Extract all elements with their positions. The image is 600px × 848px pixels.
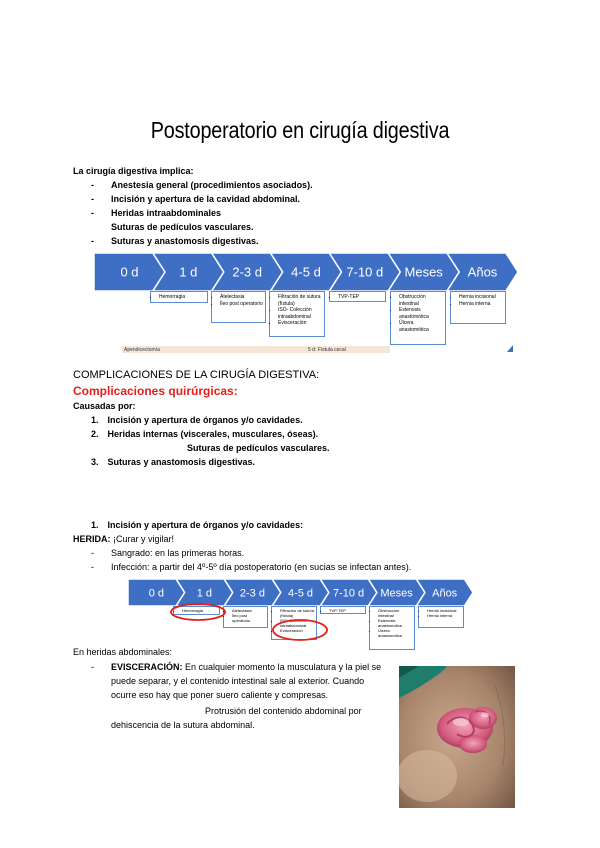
timeline-box: • Obstrucción intestinal • Estenosis anastomótica • Úlcera anastomótica: [390, 291, 446, 345]
complications-section: [73, 369, 553, 469]
herida-bullet: - Infección: a partir del 4º-5º día postoperatorio (en sucias se infectan antes).: [91, 560, 553, 574]
timeline-stage-label: Meses: [404, 264, 443, 280]
intro-item: - Heridas intraabdominales: [91, 206, 543, 220]
highlight-annotations: [128, 579, 473, 655]
intro-indent: Suturas de pedículos vasculares.: [111, 222, 254, 232]
evisceration-photo: [399, 666, 515, 808]
herida-bullet: - Sangrado: en las primeras horas.: [91, 546, 553, 560]
timeline-stage-label: Años: [467, 264, 498, 280]
evisceration-text: En cualquier momento la musculatura y la piel se puede separar, y el contenido intestinal sale al exterior. Cuando ocurre eso hay que poner suero caliente y compresas.: [111, 662, 382, 700]
intro-lead: La cirugía digestiva implica:: [73, 166, 194, 176]
complication-item: 2. Heridas internas (viscerales, musculares, óseas).: [91, 429, 319, 439]
highlight-circle-hemorragia: [171, 604, 225, 620]
timeline-stage-label: 7-10 d: [332, 587, 365, 600]
intro-section: [73, 164, 543, 248]
complications-heading: COMPLICACIONES DE LA CIRUGÍA DIGESTIVA:: [73, 369, 320, 381]
timeline-stage-label: 0 d: [120, 264, 139, 280]
protrusion-text: Protrusión del contenido abdominal por dehiscencia de la sutura abdominal.: [111, 706, 362, 730]
caused-by: Causadas por:: [73, 401, 136, 411]
section1-heading: 1. Incisión y apertura de órganos y/o cavidades:: [91, 520, 304, 530]
evisceration-item: - EVISCERACIÓN: En cualquier momento la musculatura y la piel se puede separar, y el contenido intestinal sale al exterior. Cuando ocurre eso hay que poner suero caliente y compresas.: [91, 662, 382, 700]
timeline-box: • Hernia incisional • Hernia interna: [418, 606, 464, 628]
timeline-stage-label: 2-3 d: [232, 264, 262, 280]
section-herida: [73, 518, 553, 574]
timeline-box: • Hernia incisional • Hernia interna: [450, 291, 506, 324]
timeline-stage-label: 4-5 d: [287, 587, 314, 600]
timeline-stage-label: Meses: [380, 587, 413, 600]
corner-marker-icon: [507, 345, 513, 352]
intro-item: - Suturas y anastomosis digestivas.: [91, 234, 543, 248]
herida-label: HERIDA:: [73, 534, 111, 544]
complication-item: 3. Suturas y anastomosis digestivas.: [91, 457, 256, 467]
evisceration-label: EVISCERACIÓN:: [111, 662, 183, 672]
timeline-diagram-annotated: [128, 579, 473, 655]
section2-lead: En heridas abdominales:: [73, 647, 173, 657]
timeline-bar: [122, 346, 390, 353]
complication-item: 1. Incisión y apertura de órganos y/o cavidades.: [91, 415, 303, 425]
bar-left-label: Apendicectomía: [124, 347, 160, 353]
timeline-box: • TVP-TEP: [329, 291, 386, 302]
timeline-box: • TVP-TEP: [320, 606, 366, 614]
complications-subheading: Complicaciones quirúrgicas:: [73, 384, 238, 398]
herida-text: ¡Curar y vigilar!: [110, 534, 175, 544]
timeline-stage-label: 2-3 d: [239, 587, 265, 600]
section-evisceracion: [73, 645, 388, 732]
intro-item: - Incisión y apertura de la cavidad abdominal.: [91, 192, 543, 206]
timeline-diagram: [94, 253, 518, 353]
timeline-stage-label: 7-10 d: [346, 264, 384, 280]
timeline-stage-label: 0 d: [148, 587, 164, 600]
complication-indent: Suturas de pedículos vasculares.: [187, 443, 330, 453]
bar-right-label: 5 d: Fístula cecal: [308, 347, 346, 353]
timeline-stage-label: Años: [432, 587, 458, 600]
highlight-circle-iso: [273, 620, 327, 640]
timeline-box: • Atelectasia • Íleo post operatorio: [223, 606, 268, 628]
timeline-stage-label: 1 d: [196, 587, 213, 600]
timeline-arrows: [94, 253, 518, 291]
timeline-box: • Atelectasia • Íleo post operatorio: [211, 291, 266, 323]
timeline-stage-label: 4-5 d: [291, 264, 321, 280]
timeline-box: • Filtración de sutura (fístula) • ISO- Colección intraabdominal • Evisceración: [271, 606, 317, 640]
timeline-box: • Hemorragia: [150, 291, 208, 303]
timeline-stage-label: 1 d: [179, 264, 198, 280]
timeline-box: • Obstrucción intestinal • Estenosis anastomótica • Úlcera anastomótica: [369, 606, 415, 650]
timeline-box: • Hemorragia: [173, 606, 220, 615]
intro-item: - Anestesia general (procedimientos asociados).: [91, 178, 543, 192]
page-title: Postoperatorio en cirugía digestiva: [150, 117, 450, 143]
timeline-box: • Filtración de sutura (fístula) • ISO- Colección intraabdominal • Evisceración: [269, 291, 325, 337]
